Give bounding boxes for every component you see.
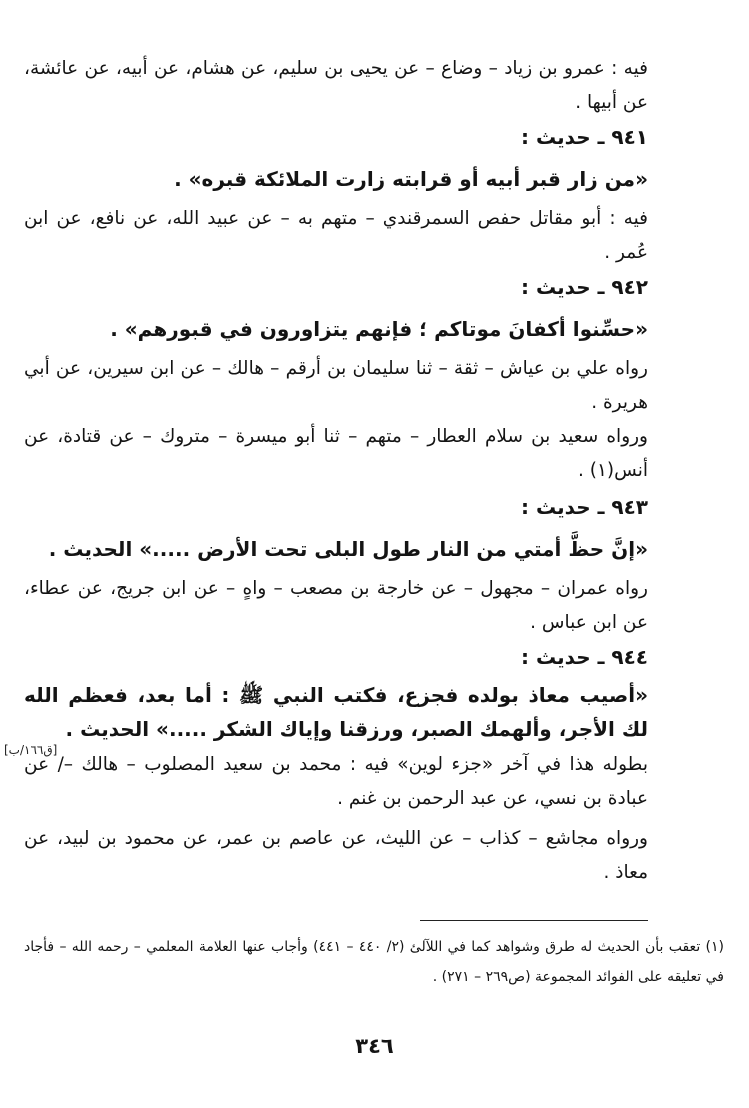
footnote-separator: [420, 920, 648, 921]
paragraph-isnad-intro: فيه : عمرو بن زياد – وضاع – عن يحيى بن سليم، عن هشام، عن أبيه، عن عائشة، عن أبيها .: [24, 58, 648, 113]
hadith-943-heading: ٩٤٣ ـ حديث :: [521, 495, 648, 519]
hadith-944-commentary-2: ورواه مجاشع – كذاب – عن الليث، عن عاصم بن عمر، عن محمود بن لبيد، عن معاذ .: [24, 828, 648, 883]
hadith-944-commentary-1: بطوله هذا في آخر «جزء لوين» فيه : محمد بن سعيد المصلوب – هالك –/ عن عبادة بن نسي، عن عبد الرحمن بن غنم .: [24, 754, 648, 809]
hadith-942-commentary-1: رواه علي بن عياش – ثقة – ثنا سليمان بن أرقم – هالك – عن ابن سيرين، عن أبي هريرة .: [24, 358, 648, 413]
hadith-943-commentary: رواه عمران – مجهول – عن خارجة بن مصعب – واهٍ – عن ابن جريج، عن عطاء، عن ابن عباس .: [24, 578, 648, 633]
hadith-944-heading: ٩٤٤ ـ حديث :: [521, 645, 648, 669]
hadith-942-heading: ٩٤٢ ـ حديث :: [521, 275, 648, 299]
hadith-944-text: «أصيب معاذ بولده فجزع، فكتب النبي ﷺ : أما بعد، فعظم الله لك الأجر، وألهمك الصبر، ورزقنا وإياك الشكر .....» الحديث .: [24, 683, 648, 741]
footnote: (١) تعقب بأن الحديث له طرق وشواهد كما في اللآلئ (٢/ ٤٤٠ – ٤٤١) وأجاب عنها العلامة المعلمي – رحمه الله – فأجاد في تعليقه على الفوائد المجموعة (ص٢٦٩ – ٢٧١) .: [24, 939, 725, 985]
manuscript-folio-marker: [ق١٦٦/ب]: [4, 743, 58, 757]
page-number: ٣٤٦: [355, 1034, 394, 1058]
hadith-942-commentary-2: ورواه سعيد بن سلام العطار – متهم – ثنا أبو ميسرة – متروك – عن قتادة، عن أنس(١) .: [24, 426, 648, 481]
hadith-943-text: «إنَّ حظَّ أمتي من النار طول البلى تحت الأرض .....» الحديث .: [48, 537, 648, 561]
hadith-941-text: «من زار قبر أبيه أو قرابته زارت الملائكة قبره» .: [174, 167, 648, 191]
hadith-942-text: «حسِّنوا أكفانَ موتاكم ؛ فإنهم يتزاورون في قبورهم» .: [110, 317, 648, 341]
hadith-941-heading: ٩٤١ ـ حديث :: [521, 125, 648, 149]
hadith-941-commentary: فيه : أبو مقاتل حفص السمرقندي – متهم به – عن عبيد الله، عن نافع، عن ابن عُمر .: [24, 208, 648, 263]
